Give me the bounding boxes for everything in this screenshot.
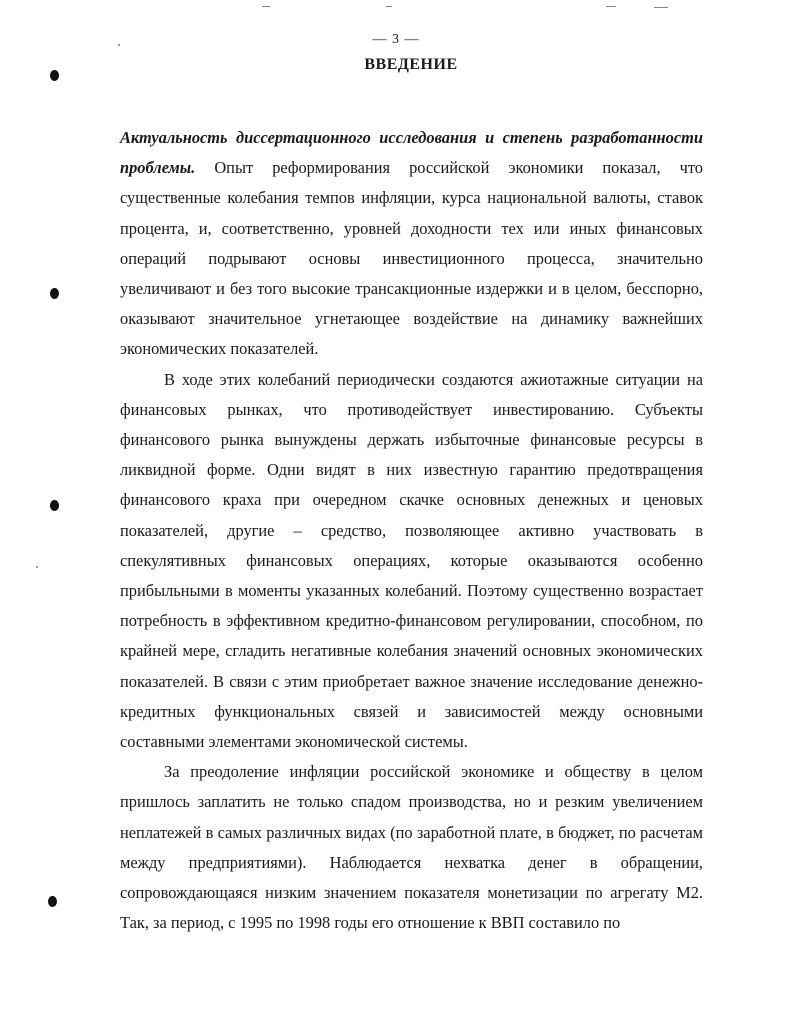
punch-hole-mark <box>50 500 59 511</box>
paragraph-relevance <box>120 123 703 365</box>
paragraph-text: Опыт реформирования российской экономики показал, что существенные колебания темпов инфляции, курса национальной валюты, ставок процента, и, соответственно, уровней доходности тех или иных финансовых операций подрывают основы инвестиционного процесса, значительно увеличивают и без того высокие трансакционные издержки и в целом, бесспорно, оказывают значительное угнетающее воздействие на динамику важнейших экономических показателей. <box>120 158 703 359</box>
scan-speck <box>386 6 392 7</box>
punch-hole-mark <box>48 896 57 907</box>
document-body <box>120 123 703 938</box>
scan-speck <box>654 7 668 8</box>
paragraph-inflation: За преодоление инфляции российской экономике и обществу в целом пришлось заплатить не только спадом производства, но и резким увеличением неплатежей в самых различных видах (по заработной плате, в бюджет, по расчетам между предприятиями). Наблюдается нехватка денег в обращении, сопровождающаяся низким значением показателя монетизации по агрегату М2. Так, за период, с 1995 по 1998 годы его отношение к ВВП составило по <box>120 762 703 933</box>
scan-speck <box>606 6 616 7</box>
scan-speck <box>262 6 270 7</box>
page-number: — 3 — <box>372 32 420 47</box>
punch-hole-mark <box>50 288 59 299</box>
scan-dot <box>36 566 38 568</box>
page-title: ВВЕДЕНИЕ <box>364 56 458 73</box>
paragraph-fluctuations: В ходе этих колебаний периодически создаются ажиотажные ситуации на финансовых рынках, что противодействует инвестированию. Субъекты финансового рынка вынуждены держать избыточные финансовые ресурсы в ликвидной форме. Одни видят в них известную гарантию предотвращения финансового краха при очередном скачке основных денежных и ценовых показателей, другие – средство, позволяющее активно участвовать в спекулятивных финансовых операциях, которые оказываются особенно прибыльными в моменты указанных колебаний. Поэтому существенно возрастает потребность в эффективном кредитно-финансовом регулировании, способном, по крайней мере, сгладить негативные колебания значений основных экономических показателей. В связи с этим приобретает важное значение исследование денежно-кредитных функциональных связей и зависимостей между основными составными элементами экономической системы. <box>120 369 703 752</box>
paragraph-lead-heading: Актуальность диссертационного исследования и степень разработанности проблемы. <box>120 128 703 178</box>
